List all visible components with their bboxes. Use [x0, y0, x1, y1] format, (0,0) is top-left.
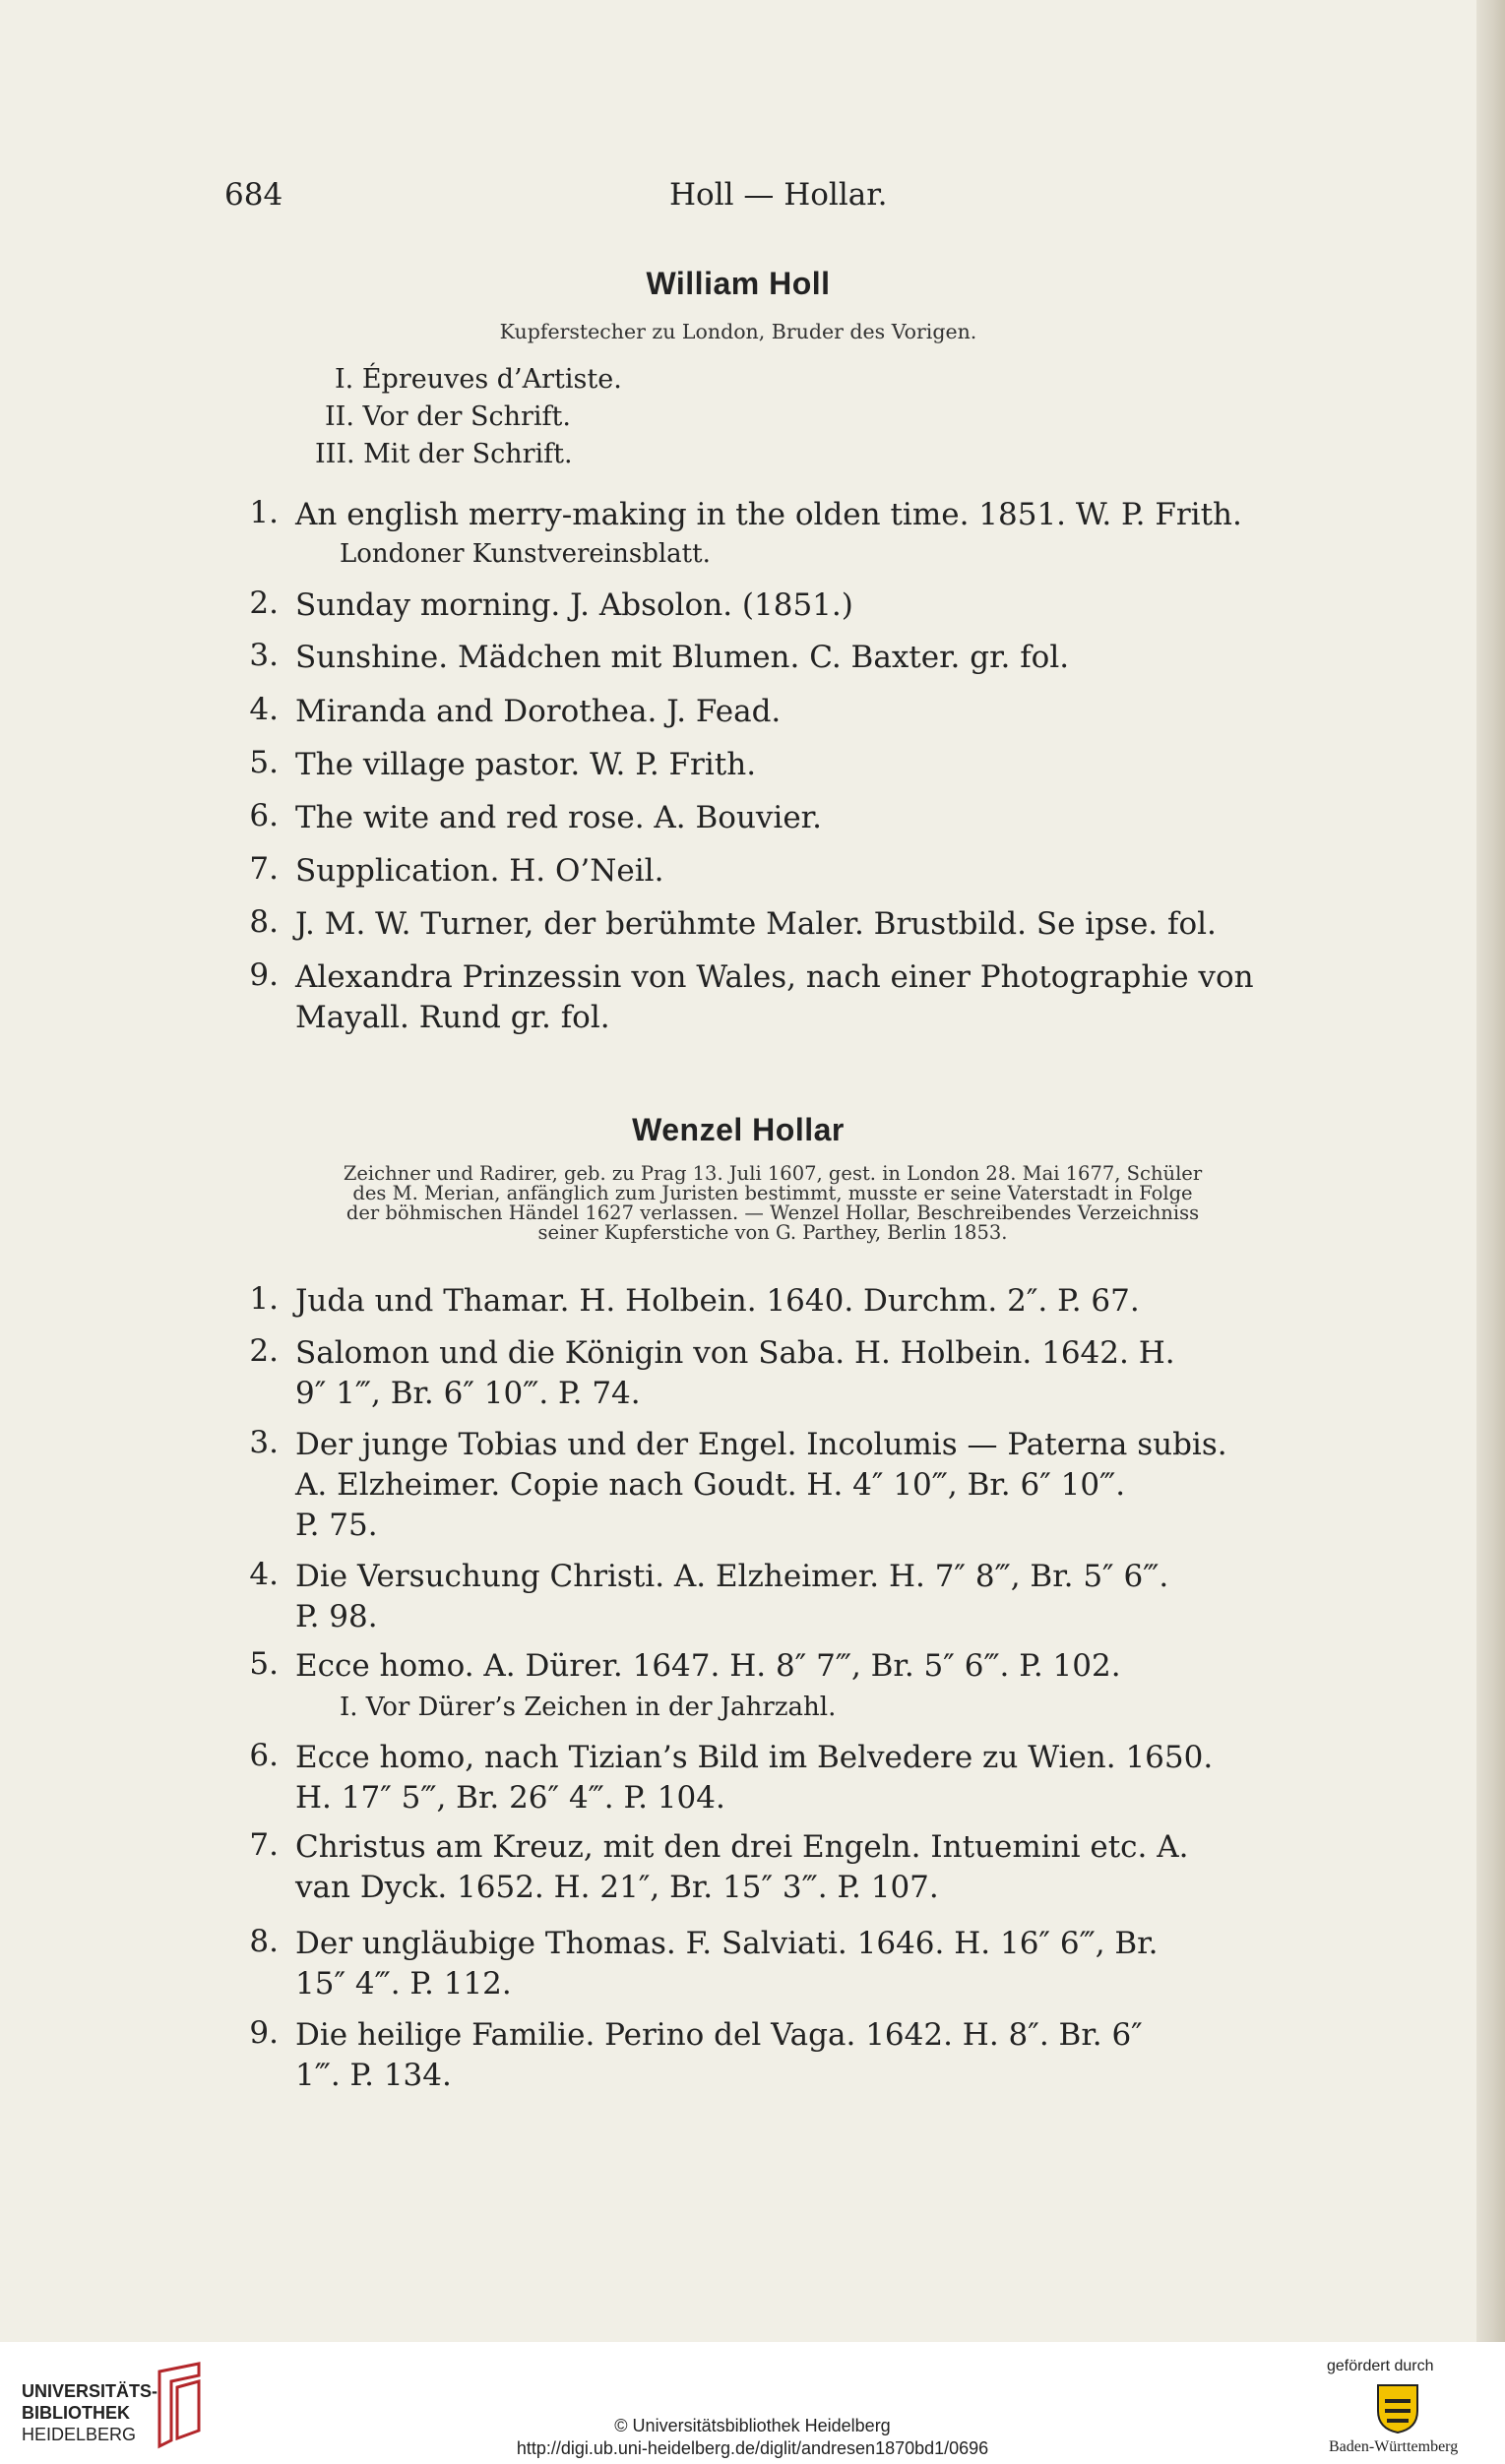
sponsor-name: Baden-Württemberg: [1329, 2438, 1459, 2455]
entry-text: Die heilige Familie. Perino del Vaga. 1642. H. 8″. Br. 6″: [295, 2017, 1143, 2053]
page-edge: [1476, 0, 1505, 2342]
entry-number: 5.: [249, 1646, 279, 1682]
entry-number: 9.: [249, 2015, 279, 2051]
entry-text: Mayall. Rund gr. fol.: [295, 1000, 610, 1035]
entry-text: The village pastor. W. P. Frith.: [295, 747, 757, 782]
entry-text: P. 98.: [295, 1599, 378, 1634]
page-number: 684: [224, 177, 283, 213]
entry-note: Londoner Kunstvereinsblatt.: [340, 539, 711, 569]
bio-line: Zeichner und Radirer, geb. zu Prag 13. Juli 1607, gest. in London 28. Mai 1677, Schüler: [343, 1162, 1203, 1185]
entry-text: Sunshine. Mädchen mit Blumen. C. Baxter. gr. fol.: [295, 640, 1070, 675]
entry-number: 9.: [249, 957, 279, 993]
entry-number: 6.: [249, 798, 279, 833]
sponsor-label: gefördert durch: [1327, 2358, 1434, 2374]
bio-line: des M. Merian, anfänglich zum Juristen bestimmt, musste er seine Vaterstadt in Folge: [352, 1182, 1193, 1204]
entry-number: 3.: [249, 1425, 279, 1460]
entry-text: Alexandra Prinzessin von Wales, nach einer Photographie von: [295, 959, 1254, 995]
entry-text: Supplication. H. O’Neil.: [295, 853, 664, 889]
entry-number: 7.: [249, 851, 279, 887]
entry-number: 6.: [249, 1738, 279, 1773]
running-head: Holl — Hollar.: [669, 177, 888, 213]
library-name-line: UNIVERSITÄTS-: [22, 2381, 158, 2401]
entry-number: 8.: [249, 904, 279, 940]
entry-text: Der junge Tobias und der Engel. Incolumis — Paterna subis.: [295, 1427, 1227, 1462]
entry-text: 1‴. P. 134.: [295, 2058, 452, 2093]
state-line: III. Mit der Schrift.: [315, 439, 573, 469]
entry-number: 1.: [249, 495, 279, 530]
entry-text: The wite and red rose. A. Bouvier.: [295, 800, 822, 835]
entry-number: 8.: [249, 1924, 279, 1959]
library-name-line: HEIDELBERG: [22, 2425, 137, 2444]
entry-number: 4.: [249, 692, 279, 727]
coat-of-arms-icon: [1373, 2381, 1422, 2434]
entry-text: 9″ 1‴, Br. 6″ 10‴. P. 74.: [295, 1376, 641, 1411]
entry-text: A. Elzheimer. Copie nach Goudt. H. 4″ 10‴, Br. 6″ 10‴.: [295, 1467, 1126, 1503]
entry-text: Sunday morning. J. Absolon. (1851.): [295, 587, 853, 623]
entry-number: 3.: [249, 638, 279, 673]
entry-text: J. M. W. Turner, der berühmte Maler. Brustbild. Se ipse. fol.: [295, 906, 1217, 942]
entry-text: Juda und Thamar. H. Holbein. 1640. Durchm. 2″. P. 67.: [295, 1283, 1140, 1319]
entry-number: 2.: [249, 585, 279, 621]
entry-number: 2.: [249, 1333, 279, 1369]
entry-text: Ecce homo, nach Tizian’s Bild im Belvedere zu Wien. 1650.: [295, 1740, 1214, 1775]
entry-text: An english merry-making in the olden time. 1851. W. P. Frith.: [295, 497, 1242, 532]
section-subtitle-holl: Kupferstecher zu London, Bruder des Vorigen.: [499, 320, 977, 343]
section-title-holl: William Holl: [646, 266, 831, 301]
library-name-line: BIBLIOTHEK: [22, 2403, 130, 2423]
entry-note: I. Vor Dürer’s Zeichen in der Jahrzahl.: [340, 1693, 837, 1722]
state-line: II. Vor der Schrift.: [325, 401, 571, 432]
permalink[interactable]: http://digi.ub.uni-heidelberg.de/diglit/andresen1870bd1/0696: [516, 2438, 989, 2458]
entry-number: 7.: [249, 1827, 279, 1863]
state-line: I. Épreuves d’Artiste.: [335, 364, 622, 395]
entry-text: Ecce homo. A. Dürer. 1647. H. 8″ 7‴, Br. 5″ 6‴. P. 102.: [295, 1648, 1121, 1684]
section-title-hollar: Wenzel Hollar: [632, 1112, 845, 1147]
entry-number: 4.: [249, 1557, 279, 1592]
entry-number: 1.: [249, 1281, 279, 1317]
library-logo-icon: [150, 2362, 209, 2450]
copyright-notice: © Universitätsbibliothek Heidelberg: [614, 2416, 891, 2435]
entry-text: P. 75.: [295, 1508, 378, 1543]
bio-line: der böhmischen Händel 1627 verlassen. — Wenzel Hollar, Beschreibendes Verzeichniss: [345, 1201, 1200, 1224]
entry-text: Miranda and Dorothea. J. Fead.: [295, 694, 782, 729]
entry-number: 5.: [249, 745, 279, 780]
entry-text: van Dyck. 1652. H. 21″, Br. 15″ 3‴. P. 107.: [295, 1870, 939, 1905]
entry-text: Christus am Kreuz, mit den drei Engeln. Intuemini etc. A.: [295, 1829, 1189, 1865]
bio-line: seiner Kupferstiche von G. Parthey, Berlin 1853.: [537, 1221, 1008, 1244]
entry-text: H. 17″ 5‴, Br. 26″ 4‴. P. 104.: [295, 1780, 725, 1816]
entry-text: Der ungläubige Thomas. F. Salviati. 1646. H. 16″ 6‴, Br.: [295, 1926, 1159, 1961]
entry-text: Salomon und die Königin von Saba. H. Holbein. 1642. H.: [295, 1335, 1175, 1371]
entry-text: 15″ 4‴. P. 112.: [295, 1966, 512, 2002]
entry-text: Die Versuchung Christi. A. Elzheimer. H. 7″ 8‴, Br. 5″ 6‴.: [295, 1559, 1169, 1594]
